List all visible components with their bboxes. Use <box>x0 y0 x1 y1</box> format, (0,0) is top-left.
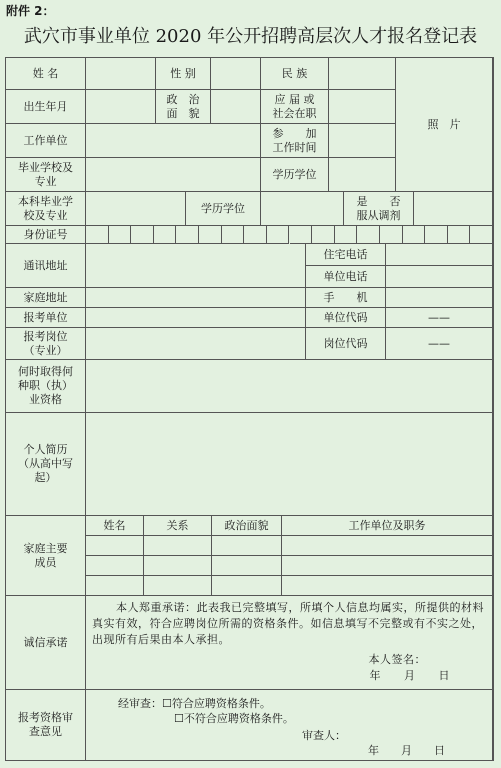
attachment-label: 附件 2： <box>6 4 55 18</box>
qualification-label: 何时取得何 种职（执） 业资格 <box>6 360 86 413</box>
id-digit-input[interactable] <box>131 226 154 244</box>
pledge-text: 本人郑重承诺：此表我已完整填写，所填个人信息均属实，所提供的材料真实有效，符合应聘岗位所需的资格条件。如信息填写不完整或有不实之处，出现所有后果由本人承担。 <box>92 601 484 646</box>
qualification-input[interactable] <box>86 360 493 413</box>
family-member-input[interactable] <box>86 576 144 596</box>
id-digit-input[interactable] <box>335 226 358 244</box>
id-digit-input[interactable] <box>176 226 199 244</box>
obey-assign-input[interactable] <box>414 192 493 226</box>
page-title: 武穴市事业单位 2020 年公开招聘高层次人才报名登记表 <box>23 26 478 47</box>
gender-input[interactable] <box>211 58 261 90</box>
home-phone-label: 住宅电话 <box>306 244 386 266</box>
id-digit-input[interactable] <box>470 226 493 244</box>
home-address-input[interactable] <box>86 288 306 308</box>
family-name-header: 姓名 <box>86 516 144 536</box>
name-label: 姓 名 <box>6 58 86 90</box>
resume-label: 个人简历 （从高中写 起） <box>6 413 86 516</box>
id-digit-input[interactable] <box>312 226 335 244</box>
family-member-input[interactable] <box>212 556 282 576</box>
post-code-label: 岗位代码 <box>306 328 386 360</box>
ethnicity-label: 民 族 <box>261 58 329 90</box>
id-number-label: 身份证号 <box>6 226 86 244</box>
address-label: 通讯地址 <box>6 244 86 288</box>
unit-code-label: 单位代码 <box>306 308 386 328</box>
id-digit-input[interactable] <box>222 226 245 244</box>
review-label: 报考资格审 查意见 <box>6 690 86 760</box>
family-member-input[interactable] <box>282 536 493 556</box>
employer-input[interactable] <box>86 124 261 158</box>
id-digit-input[interactable] <box>403 226 426 244</box>
apply-post-input[interactable] <box>86 328 306 360</box>
id-digit-input[interactable] <box>244 226 267 244</box>
post-code-value[interactable]: —— <box>386 328 493 360</box>
politics-label: 政 治 面 貌 <box>156 90 211 124</box>
id-digit-input[interactable] <box>154 226 177 244</box>
undergrad-school-input[interactable] <box>86 192 186 226</box>
apply-unit-input[interactable] <box>86 308 306 328</box>
id-digit-input[interactable] <box>199 226 222 244</box>
unit-code-value[interactable]: —— <box>386 308 493 328</box>
grad-school-label: 毕业学校及 专业 <box>6 158 86 192</box>
work-start-label: 参 加 工作时间 <box>261 124 329 158</box>
undergrad-school-label: 本科毕业学 校及专业 <box>6 192 86 226</box>
review-reviewed-label: 经审查： <box>118 697 162 710</box>
family-label: 家庭主要 成员 <box>6 516 86 596</box>
undergrad-degree-input[interactable] <box>261 192 344 226</box>
work-start-input[interactable] <box>329 124 396 158</box>
address-input[interactable] <box>86 244 306 288</box>
work-phone-label: 单位电话 <box>306 266 386 288</box>
review-box <box>86 690 493 760</box>
id-digit-input[interactable] <box>357 226 380 244</box>
name-input[interactable] <box>86 58 156 90</box>
family-member-input[interactable] <box>86 556 144 576</box>
id-digit-input[interactable] <box>267 226 290 244</box>
family-member-input[interactable] <box>144 556 212 576</box>
family-work-header: 工作单位及职务 <box>282 516 493 536</box>
pledge-label: 诚信承诺 <box>6 596 86 690</box>
not-qualified-checkbox[interactable]: ☐不符合应聘资格条件。 <box>174 712 294 725</box>
birth-input[interactable] <box>86 90 156 124</box>
pledge-date[interactable]: 年 月 日 <box>369 669 450 682</box>
resume-input[interactable] <box>86 413 493 516</box>
mobile-input[interactable] <box>386 288 493 308</box>
family-relation-header: 关系 <box>144 516 212 536</box>
degree-label: 学历学位 <box>261 158 329 192</box>
family-politics-header: 政治面貌 <box>212 516 282 536</box>
home-phone-input[interactable] <box>386 244 493 266</box>
employer-label: 工作单位 <box>6 124 86 158</box>
id-digit-input[interactable] <box>448 226 471 244</box>
mobile-label: 手 机 <box>306 288 386 308</box>
gender-label: 性 别 <box>156 58 211 90</box>
family-member-input[interactable] <box>282 556 493 576</box>
obey-assign-label: 是 否 服从调剂 <box>344 192 414 226</box>
degree-input[interactable] <box>329 158 396 192</box>
family-member-input[interactable] <box>212 576 282 596</box>
family-member-input[interactable] <box>144 536 212 556</box>
ethnicity-input[interactable] <box>329 58 396 90</box>
fresh-grad-input[interactable] <box>329 90 396 124</box>
id-digit-input[interactable] <box>290 226 313 244</box>
grad-school-input[interactable] <box>86 158 261 192</box>
home-address-label: 家庭地址 <box>6 288 86 308</box>
apply-unit-label: 报考单位 <box>6 308 86 328</box>
photo-box[interactable]: 照 片 <box>396 58 493 192</box>
id-digit-input[interactable] <box>425 226 448 244</box>
politics-input[interactable] <box>211 90 261 124</box>
family-member-input[interactable] <box>144 576 212 596</box>
apply-post-label: 报考岗位 （专业） <box>6 328 86 360</box>
pledge-box <box>86 596 493 690</box>
work-phone-input[interactable] <box>386 266 493 288</box>
id-digit-input[interactable] <box>380 226 403 244</box>
reviewer-label[interactable]: 审查人： <box>302 729 346 742</box>
family-member-input[interactable] <box>212 536 282 556</box>
review-date[interactable]: 年 月 日 <box>368 744 445 757</box>
fresh-grad-label: 应 届 或 社会在职 <box>261 90 329 124</box>
undergrad-degree-label: 学历学位 <box>186 192 261 226</box>
id-digit-input[interactable] <box>86 226 109 244</box>
family-member-input[interactable] <box>86 536 144 556</box>
registration-form <box>5 57 494 761</box>
family-member-input[interactable] <box>282 576 493 596</box>
qualified-checkbox[interactable]: ☐符合应聘资格条件。 <box>162 697 271 710</box>
pledge-signature[interactable]: 本人签名： <box>368 653 426 666</box>
birth-label: 出生年月 <box>6 90 86 124</box>
id-digit-input[interactable] <box>109 226 132 244</box>
